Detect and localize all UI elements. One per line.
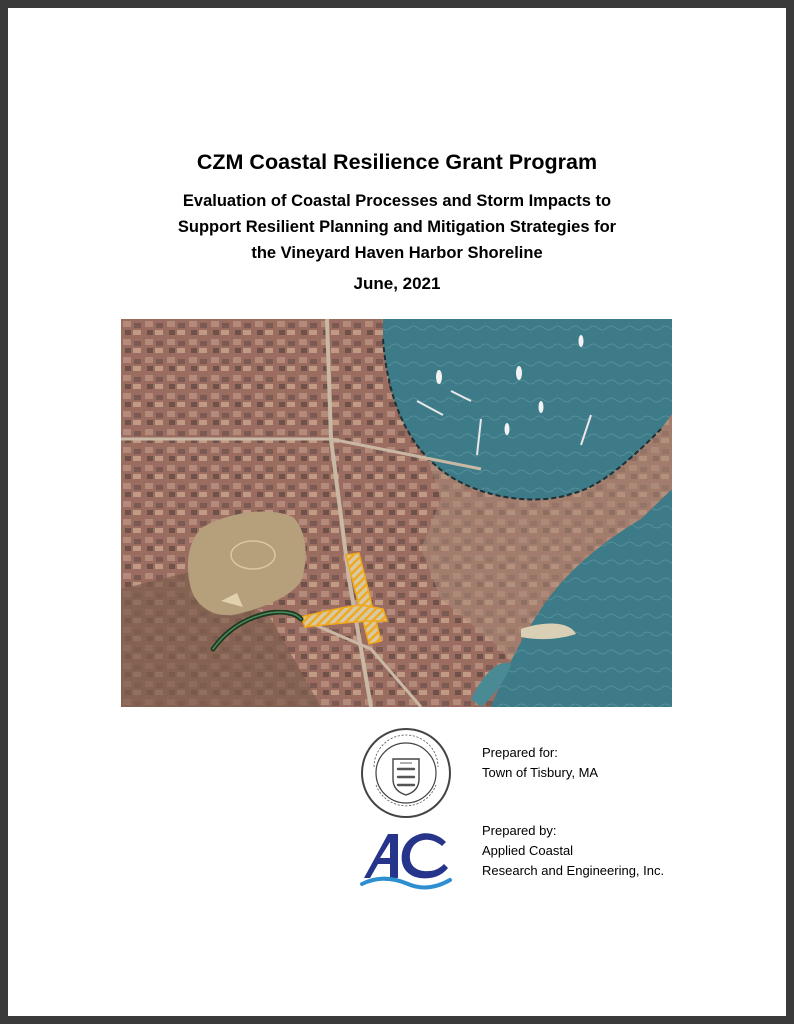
prepared-for-block xyxy=(482,743,782,783)
subtitle-line: the Vineyard Haven Harbor Shoreline xyxy=(251,244,543,262)
prepared-for-name: Town of Tisbury, MA xyxy=(482,765,599,780)
document-page xyxy=(8,8,786,1016)
applied-coastal-logo-icon xyxy=(358,828,453,892)
document-title: CZM Coastal Resilience Grant Program xyxy=(196,150,598,174)
prepared-by-block xyxy=(482,821,782,881)
prepared-by-name-line: Research and Engineering, Inc. xyxy=(482,863,665,878)
document-subtitle xyxy=(68,188,726,266)
aerial-map-image xyxy=(121,319,672,707)
prepared-by-label: Prepared by: xyxy=(482,823,557,838)
document-date: June, 2021 xyxy=(353,274,441,293)
town-seal-icon xyxy=(360,727,452,819)
subtitle-line: Support Resilient Planning and Mitigation Strategies for xyxy=(177,218,617,236)
subtitle-line: Evaluation of Coastal Processes and Storm Impacts to xyxy=(182,192,612,210)
prepared-for-label: Prepared for: xyxy=(482,745,558,760)
prepared-by-name-line: Applied Coastal xyxy=(482,843,574,858)
